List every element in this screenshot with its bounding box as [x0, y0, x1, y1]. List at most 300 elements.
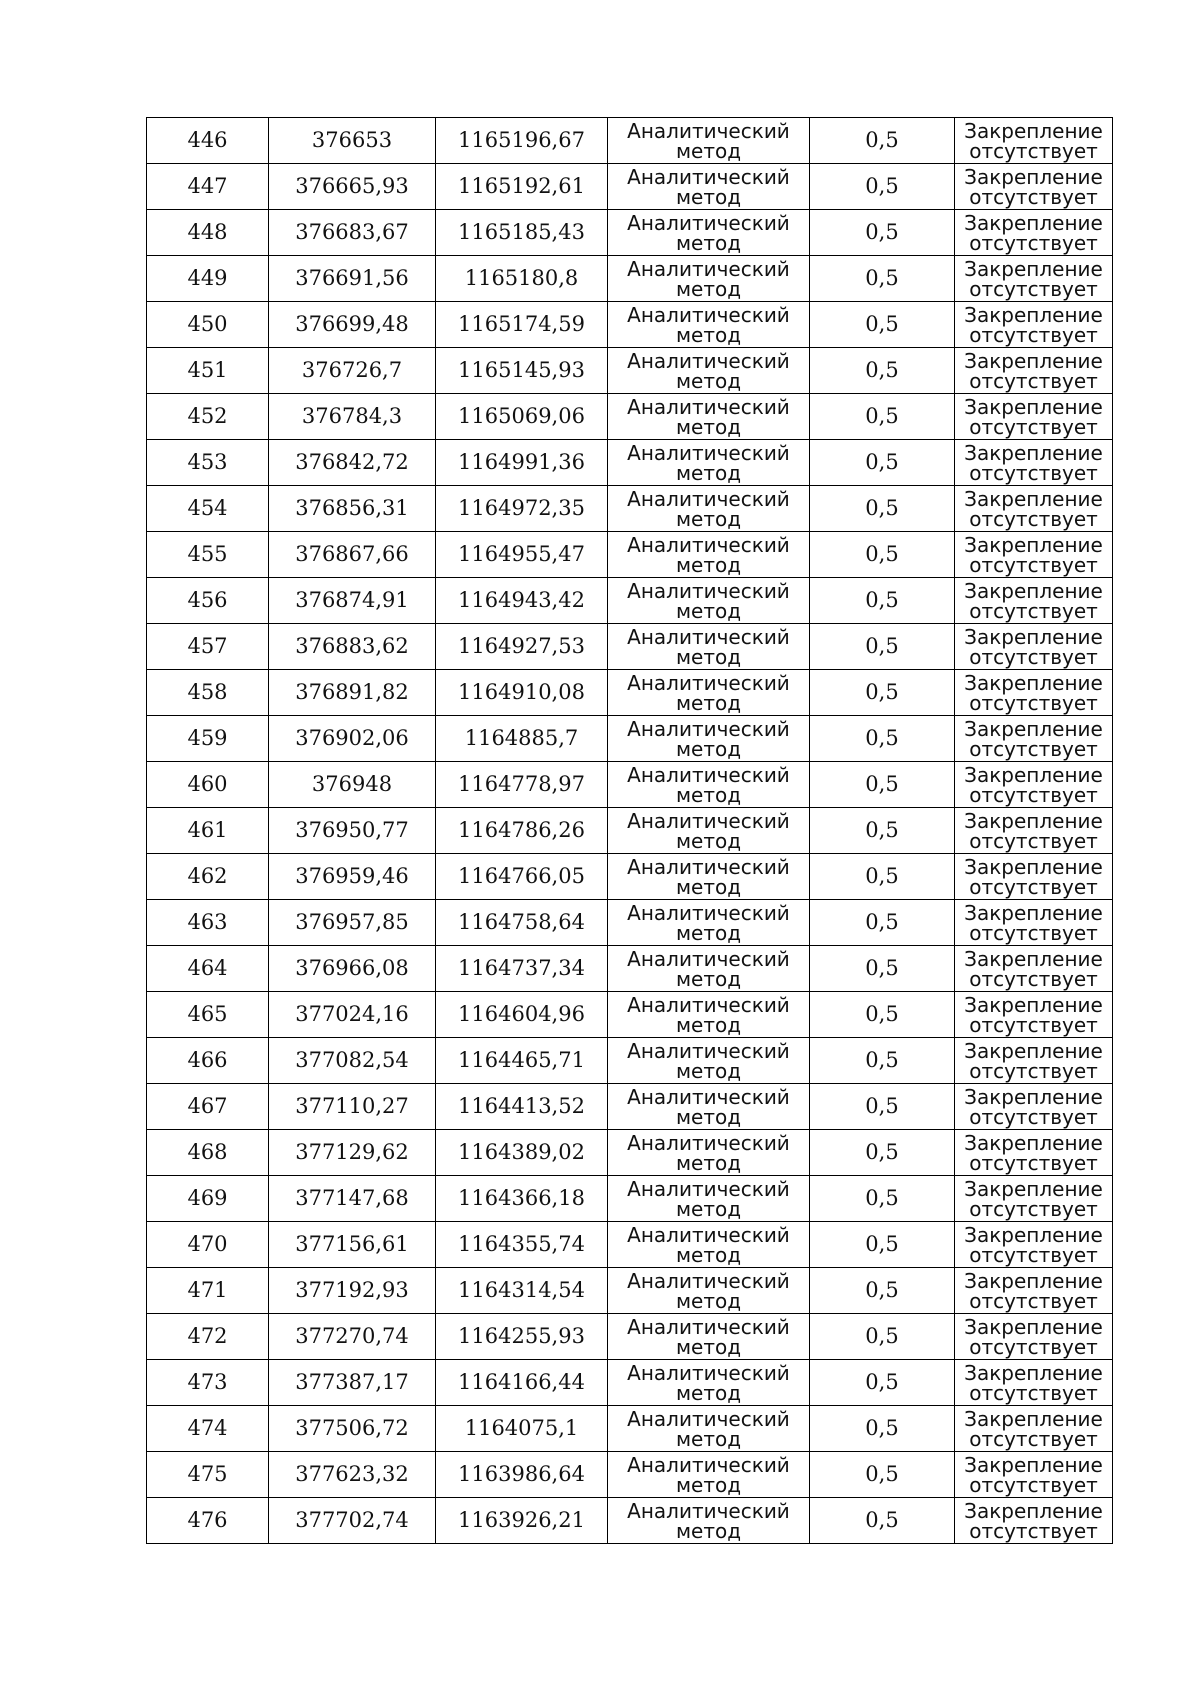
point-number-cell: 461 — [147, 808, 269, 854]
fixing-cell — [955, 1084, 1113, 1130]
fixing-line-2: отсутствует — [969, 506, 1098, 531]
method-cell — [608, 210, 810, 256]
fixing-line-1: Закрепление — [964, 1314, 1103, 1339]
fixing-line-1: Закрепление — [964, 118, 1103, 143]
accuracy-cell: 0,5 — [810, 762, 955, 808]
fixing-line-2: отсутствует — [969, 1012, 1098, 1037]
fixing-cell — [955, 1222, 1113, 1268]
y-coordinate-cell: 1164910,08 — [436, 670, 608, 716]
point-number-cell: 462 — [147, 854, 269, 900]
fixing-line-2: отсутствует — [969, 1518, 1098, 1543]
method-line-2: метод — [675, 1426, 742, 1451]
accuracy-cell: 0,5 — [810, 256, 955, 302]
method-line-1: Аналитический — [627, 118, 790, 143]
fixing-line-1: Закрепление — [964, 1498, 1103, 1523]
table-row — [147, 946, 1113, 992]
table-row — [147, 808, 1113, 854]
fixing-cell — [955, 762, 1113, 808]
y-coordinate-cell: 1164758,64 — [436, 900, 608, 946]
point-number-cell: 456 — [147, 578, 269, 624]
y-coordinate-cell: 1164314,54 — [436, 1268, 608, 1314]
x-coordinate-cell: 377192,93 — [269, 1268, 436, 1314]
accuracy-cell: 0,5 — [810, 946, 955, 992]
x-coordinate-cell: 376883,62 — [269, 624, 436, 670]
accuracy-cell: 0,5 — [810, 210, 955, 256]
fixing-cell — [955, 1498, 1113, 1544]
x-coordinate-cell: 376966,08 — [269, 946, 436, 992]
fixing-line-1: Закрепление — [964, 532, 1103, 557]
method-line-1: Аналитический — [627, 532, 790, 557]
y-coordinate-cell: 1164366,18 — [436, 1176, 608, 1222]
fixing-cell — [955, 164, 1113, 210]
y-coordinate-cell: 1164355,74 — [436, 1222, 608, 1268]
method-line-2: метод — [675, 1104, 742, 1129]
method-line-1: Аналитический — [627, 578, 790, 603]
method-line-1: Аналитический — [627, 1498, 790, 1523]
fixing-line-1: Закрепление — [964, 1222, 1103, 1247]
method-line-1: Аналитический — [627, 1038, 790, 1063]
method-line-2: метод — [675, 1380, 742, 1405]
y-coordinate-cell: 1165180,8 — [436, 256, 608, 302]
y-coordinate-cell: 1164786,26 — [436, 808, 608, 854]
accuracy-cell: 0,5 — [810, 1222, 955, 1268]
method-line-2: метод — [675, 322, 742, 347]
y-coordinate-cell: 1164389,02 — [436, 1130, 608, 1176]
table-row — [147, 1314, 1113, 1360]
x-coordinate-cell: 377129,62 — [269, 1130, 436, 1176]
accuracy-cell: 0,5 — [810, 900, 955, 946]
method-line-2: метод — [675, 1334, 742, 1359]
fixing-line-1: Закрепление — [964, 716, 1103, 741]
fixing-line-1: Закрепление — [964, 1360, 1103, 1385]
y-coordinate-cell: 1164737,34 — [436, 946, 608, 992]
method-cell — [608, 1498, 810, 1544]
method-line-1: Аналитический — [627, 394, 790, 419]
table-row — [147, 1498, 1113, 1544]
point-number-cell: 450 — [147, 302, 269, 348]
table-row — [147, 1452, 1113, 1498]
fixing-line-2: отсутствует — [969, 1058, 1098, 1083]
table-row — [147, 1038, 1113, 1084]
x-coordinate-cell: 376867,66 — [269, 532, 436, 578]
method-line-1: Аналитический — [627, 1084, 790, 1109]
accuracy-cell: 0,5 — [810, 1038, 955, 1084]
point-number-cell: 475 — [147, 1452, 269, 1498]
method-cell — [608, 302, 810, 348]
method-line-2: метод — [675, 1288, 742, 1313]
y-coordinate-cell: 1165145,93 — [436, 348, 608, 394]
fixing-line-2: отсутствует — [969, 782, 1098, 807]
method-cell — [608, 118, 810, 164]
fixing-cell — [955, 992, 1113, 1038]
point-number-cell: 469 — [147, 1176, 269, 1222]
table-row — [147, 1222, 1113, 1268]
fixing-cell — [955, 440, 1113, 486]
table-row — [147, 394, 1113, 440]
fixing-line-2: отсутствует — [969, 184, 1098, 209]
fixing-line-2: отсутствует — [969, 138, 1098, 163]
x-coordinate-cell: 376891,82 — [269, 670, 436, 716]
x-coordinate-cell: 377024,16 — [269, 992, 436, 1038]
fixing-cell — [955, 716, 1113, 762]
fixing-line-2: отсутствует — [969, 1380, 1098, 1405]
method-line-1: Аналитический — [627, 808, 790, 833]
table-row — [147, 854, 1113, 900]
point-number-cell: 468 — [147, 1130, 269, 1176]
method-line-2: метод — [675, 874, 742, 899]
method-line-2: метод — [675, 138, 742, 163]
fixing-line-1: Закрепление — [964, 348, 1103, 373]
fixing-line-1: Закрепление — [964, 440, 1103, 465]
point-number-cell: 471 — [147, 1268, 269, 1314]
fixing-line-2: отсутствует — [969, 368, 1098, 393]
method-cell — [608, 854, 810, 900]
table-row — [147, 1360, 1113, 1406]
method-line-1: Аналитический — [627, 1314, 790, 1339]
table-row — [147, 1268, 1113, 1314]
accuracy-cell: 0,5 — [810, 624, 955, 670]
fixing-line-1: Закрепление — [964, 578, 1103, 603]
fixing-line-1: Закрепление — [964, 1038, 1103, 1063]
accuracy-cell: 0,5 — [810, 1406, 955, 1452]
fixing-line-1: Закрепление — [964, 1452, 1103, 1477]
point-number-cell: 446 — [147, 118, 269, 164]
method-line-1: Аналитический — [627, 1406, 790, 1431]
fixing-cell — [955, 532, 1113, 578]
method-cell — [608, 1360, 810, 1406]
method-cell — [608, 578, 810, 624]
method-cell — [608, 532, 810, 578]
table-row — [147, 1084, 1113, 1130]
method-cell — [608, 1084, 810, 1130]
table-row — [147, 1130, 1113, 1176]
accuracy-cell: 0,5 — [810, 1084, 955, 1130]
method-cell — [608, 808, 810, 854]
method-line-2: метод — [675, 1242, 742, 1267]
fixing-cell — [955, 302, 1113, 348]
fixing-line-1: Закрепление — [964, 762, 1103, 787]
point-number-cell: 458 — [147, 670, 269, 716]
fixing-line-2: отсутствует — [969, 690, 1098, 715]
point-number-cell: 460 — [147, 762, 269, 808]
point-number-cell: 465 — [147, 992, 269, 1038]
y-coordinate-cell: 1165174,59 — [436, 302, 608, 348]
method-line-1: Аналитический — [627, 302, 790, 327]
fixing-line-2: отсутствует — [969, 874, 1098, 899]
accuracy-cell: 0,5 — [810, 302, 955, 348]
coordinates-table-body — [147, 118, 1113, 1544]
point-number-cell: 451 — [147, 348, 269, 394]
method-line-1: Аналитический — [627, 854, 790, 879]
method-line-2: метод — [675, 276, 742, 301]
point-number-cell: 467 — [147, 1084, 269, 1130]
y-coordinate-cell: 1165196,67 — [436, 118, 608, 164]
table-row — [147, 532, 1113, 578]
method-cell — [608, 716, 810, 762]
accuracy-cell: 0,5 — [810, 808, 955, 854]
method-cell — [608, 946, 810, 992]
point-number-cell: 447 — [147, 164, 269, 210]
x-coordinate-cell: 376874,91 — [269, 578, 436, 624]
fixing-cell — [955, 1406, 1113, 1452]
fixing-cell — [955, 1130, 1113, 1176]
method-cell — [608, 1222, 810, 1268]
fixing-line-2: отсутствует — [969, 966, 1098, 991]
accuracy-cell: 0,5 — [810, 1498, 955, 1544]
fixing-cell — [955, 1452, 1113, 1498]
fixing-line-2: отсутствует — [969, 460, 1098, 485]
point-number-cell: 457 — [147, 624, 269, 670]
x-coordinate-cell: 376784,3 — [269, 394, 436, 440]
y-coordinate-cell: 1164413,52 — [436, 1084, 608, 1130]
fixing-cell — [955, 808, 1113, 854]
table-row — [147, 762, 1113, 808]
method-line-1: Аналитический — [627, 1268, 790, 1293]
method-cell — [608, 164, 810, 210]
fixing-line-1: Закрепление — [964, 992, 1103, 1017]
method-cell — [608, 900, 810, 946]
method-line-2: метод — [675, 690, 742, 715]
method-line-2: метод — [675, 414, 742, 439]
fixing-cell — [955, 1176, 1113, 1222]
point-number-cell: 463 — [147, 900, 269, 946]
point-number-cell: 473 — [147, 1360, 269, 1406]
fixing-cell — [955, 118, 1113, 164]
x-coordinate-cell: 377387,17 — [269, 1360, 436, 1406]
fixing-line-2: отсутствует — [969, 322, 1098, 347]
point-number-cell: 474 — [147, 1406, 269, 1452]
accuracy-cell: 0,5 — [810, 1452, 955, 1498]
x-coordinate-cell: 377082,54 — [269, 1038, 436, 1084]
fixing-cell — [955, 1268, 1113, 1314]
method-line-1: Аналитический — [627, 900, 790, 925]
accuracy-cell: 0,5 — [810, 854, 955, 900]
fixing-line-2: отсутствует — [969, 1104, 1098, 1129]
accuracy-cell: 0,5 — [810, 578, 955, 624]
method-line-1: Аналитический — [627, 992, 790, 1017]
fixing-cell — [955, 394, 1113, 440]
fixing-cell — [955, 256, 1113, 302]
method-cell — [608, 1314, 810, 1360]
method-cell — [608, 486, 810, 532]
method-line-1: Аналитический — [627, 624, 790, 649]
method-line-1: Аналитический — [627, 440, 790, 465]
fixing-line-2: отсутствует — [969, 1242, 1098, 1267]
fixing-cell — [955, 900, 1113, 946]
y-coordinate-cell: 1165185,43 — [436, 210, 608, 256]
x-coordinate-cell: 377147,68 — [269, 1176, 436, 1222]
fixing-line-2: отсутствует — [969, 598, 1098, 623]
method-line-1: Аналитический — [627, 164, 790, 189]
fixing-cell — [955, 946, 1113, 992]
method-cell — [608, 1268, 810, 1314]
accuracy-cell: 0,5 — [810, 716, 955, 762]
method-line-1: Аналитический — [627, 716, 790, 741]
method-cell — [608, 1038, 810, 1084]
method-line-2: метод — [675, 184, 742, 209]
fixing-line-1: Закрепление — [964, 486, 1103, 511]
method-line-2: метод — [675, 552, 742, 577]
point-number-cell: 466 — [147, 1038, 269, 1084]
accuracy-cell: 0,5 — [810, 532, 955, 578]
method-line-1: Аналитический — [627, 210, 790, 235]
method-line-1: Аналитический — [627, 1222, 790, 1247]
method-cell — [608, 440, 810, 486]
method-line-1: Аналитический — [627, 348, 790, 373]
accuracy-cell: 0,5 — [810, 1360, 955, 1406]
fixing-line-1: Закрепление — [964, 394, 1103, 419]
fixing-line-2: отсутствует — [969, 828, 1098, 853]
method-line-2: метод — [675, 1150, 742, 1175]
table-row — [147, 900, 1113, 946]
y-coordinate-cell: 1163926,21 — [436, 1498, 608, 1544]
method-line-2: метод — [675, 920, 742, 945]
method-line-2: метод — [675, 1012, 742, 1037]
fixing-line-1: Закрепление — [964, 1084, 1103, 1109]
fixing-cell — [955, 624, 1113, 670]
y-coordinate-cell: 1164166,44 — [436, 1360, 608, 1406]
y-coordinate-cell: 1164943,42 — [436, 578, 608, 624]
table-row — [147, 256, 1113, 302]
fixing-cell — [955, 1360, 1113, 1406]
x-coordinate-cell: 377270,74 — [269, 1314, 436, 1360]
fixing-line-1: Закрепление — [964, 256, 1103, 281]
fixing-line-1: Закрепление — [964, 1268, 1103, 1293]
fixing-line-1: Закрепление — [964, 854, 1103, 879]
x-coordinate-cell: 376957,85 — [269, 900, 436, 946]
y-coordinate-cell: 1164778,97 — [436, 762, 608, 808]
fixing-cell — [955, 578, 1113, 624]
table-row — [147, 210, 1113, 256]
fixing-line-1: Закрепление — [964, 670, 1103, 695]
x-coordinate-cell: 376665,93 — [269, 164, 436, 210]
y-coordinate-cell: 1164075,1 — [436, 1406, 608, 1452]
y-coordinate-cell: 1164465,71 — [436, 1038, 608, 1084]
y-coordinate-cell: 1164885,7 — [436, 716, 608, 762]
y-coordinate-cell: 1165192,61 — [436, 164, 608, 210]
table-row — [147, 670, 1113, 716]
accuracy-cell: 0,5 — [810, 118, 955, 164]
accuracy-cell: 0,5 — [810, 1176, 955, 1222]
method-line-2: метод — [675, 828, 742, 853]
y-coordinate-cell: 1165069,06 — [436, 394, 608, 440]
fixing-line-1: Закрепление — [964, 946, 1103, 971]
x-coordinate-cell: 377623,32 — [269, 1452, 436, 1498]
fixing-line-1: Закрепление — [964, 1176, 1103, 1201]
method-line-1: Аналитический — [627, 670, 790, 695]
table-row — [147, 348, 1113, 394]
method-line-1: Аналитический — [627, 1452, 790, 1477]
y-coordinate-cell: 1163986,64 — [436, 1452, 608, 1498]
point-number-cell: 449 — [147, 256, 269, 302]
method-line-2: метод — [675, 506, 742, 531]
method-line-1: Аналитический — [627, 762, 790, 787]
x-coordinate-cell: 376856,31 — [269, 486, 436, 532]
point-number-cell: 452 — [147, 394, 269, 440]
x-coordinate-cell: 377156,61 — [269, 1222, 436, 1268]
method-line-1: Аналитический — [627, 1130, 790, 1155]
x-coordinate-cell: 376699,48 — [269, 302, 436, 348]
method-line-1: Аналитический — [627, 256, 790, 281]
accuracy-cell: 0,5 — [810, 670, 955, 716]
accuracy-cell: 0,5 — [810, 440, 955, 486]
method-line-2: метод — [675, 966, 742, 991]
y-coordinate-cell: 1164766,05 — [436, 854, 608, 900]
method-line-2: метод — [675, 782, 742, 807]
fixing-line-1: Закрепление — [964, 900, 1103, 925]
point-number-cell: 459 — [147, 716, 269, 762]
method-line-2: метод — [675, 736, 742, 761]
x-coordinate-cell: 377110,27 — [269, 1084, 436, 1130]
x-coordinate-cell: 376683,67 — [269, 210, 436, 256]
method-cell — [608, 394, 810, 440]
point-number-cell: 472 — [147, 1314, 269, 1360]
point-number-cell: 464 — [147, 946, 269, 992]
table-row — [147, 302, 1113, 348]
table-row — [147, 118, 1113, 164]
x-coordinate-cell: 376959,46 — [269, 854, 436, 900]
method-line-2: метод — [675, 598, 742, 623]
point-number-cell: 455 — [147, 532, 269, 578]
fixing-line-1: Закрепление — [964, 1406, 1103, 1431]
table-row — [147, 716, 1113, 762]
fixing-line-2: отсутствует — [969, 1150, 1098, 1175]
point-number-cell: 453 — [147, 440, 269, 486]
x-coordinate-cell: 376950,77 — [269, 808, 436, 854]
y-coordinate-cell: 1164955,47 — [436, 532, 608, 578]
coordinates-table — [146, 117, 1113, 1544]
x-coordinate-cell: 376691,56 — [269, 256, 436, 302]
y-coordinate-cell: 1164604,96 — [436, 992, 608, 1038]
method-line-2: метод — [675, 230, 742, 255]
fixing-line-1: Закрепление — [964, 302, 1103, 327]
method-cell — [608, 256, 810, 302]
fixing-line-1: Закрепление — [964, 164, 1103, 189]
method-cell — [608, 992, 810, 1038]
fixing-cell — [955, 210, 1113, 256]
fixing-line-2: отсутствует — [969, 736, 1098, 761]
table-row — [147, 1406, 1113, 1452]
method-line-2: метод — [675, 1058, 742, 1083]
method-line-1: Аналитический — [627, 486, 790, 511]
accuracy-cell: 0,5 — [810, 992, 955, 1038]
method-line-2: метод — [675, 1518, 742, 1543]
method-line-2: метод — [675, 368, 742, 393]
fixing-cell — [955, 670, 1113, 716]
x-coordinate-cell: 377702,74 — [269, 1498, 436, 1544]
table-row — [147, 440, 1113, 486]
y-coordinate-cell: 1164255,93 — [436, 1314, 608, 1360]
method-line-1: Аналитический — [627, 946, 790, 971]
fixing-line-2: отсутствует — [969, 1288, 1098, 1313]
point-number-cell: 448 — [147, 210, 269, 256]
fixing-line-2: отсутствует — [969, 1334, 1098, 1359]
fixing-line-2: отсутствует — [969, 644, 1098, 669]
method-line-1: Аналитический — [627, 1176, 790, 1201]
y-coordinate-cell: 1164927,53 — [436, 624, 608, 670]
table-row — [147, 624, 1113, 670]
fixing-line-2: отсутствует — [969, 552, 1098, 577]
fixing-line-2: отсутствует — [969, 1196, 1098, 1221]
method-line-1: Аналитический — [627, 1360, 790, 1385]
accuracy-cell: 0,5 — [810, 1314, 955, 1360]
method-cell — [608, 1176, 810, 1222]
fixing-cell — [955, 1038, 1113, 1084]
fixing-line-1: Закрепление — [964, 808, 1103, 833]
table-row — [147, 486, 1113, 532]
fixing-line-2: отсутствует — [969, 230, 1098, 255]
table-row — [147, 992, 1113, 1038]
